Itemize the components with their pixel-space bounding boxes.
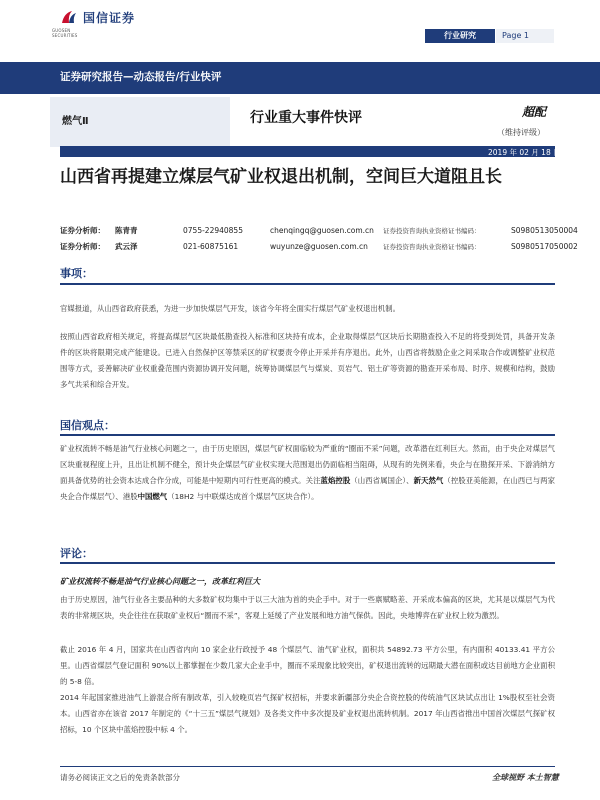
- view-text: （控股亚美能源，在山西已与两家央企合作煤层气）、港股: [60, 476, 555, 501]
- guosen-logo-icon: [60, 9, 78, 25]
- analyst-row: [60, 240, 578, 254]
- disclaimer-note: 请务必阅读正文之后的免责条款部分: [60, 773, 180, 782]
- logo-subtitle: GUOSEN SECURITIES: [52, 28, 78, 38]
- view-text: （18H2 与中联煤达成首个煤层气区块合作）。: [167, 492, 319, 501]
- view-text: 矿业权流转不畅是油气行业核心问题之一，由于历史原因，煤层气矿权面临较为严重的“圈而不采”问题，改革潜在红利巨大。然而，由于央企对煤层气区块重视程度上升，且出让机制不健全，预计央企煤层气矿业权实现大范围退出仍面临相当阻碍，从现有的先例来看，央企与在勘探开采、下游消纳方面具备优势的社会资本达成合作分成，可能是中短期内可行性更高的模式。关注: [60, 444, 555, 485]
- report-category-tag: 行业研究: [425, 29, 495, 43]
- footer-slogan: 全球视野 本土智慧: [492, 773, 559, 782]
- event-paragraph: 官媒报道，从山西省政府获悉，为进一步加快煤层气开发，该省今年将全面实行煤层气矿业权退出机制。: [60, 304, 400, 313]
- event-heading: 事项：: [60, 267, 93, 280]
- stock-lanyan: 蓝焰控股: [320, 476, 351, 485]
- comment-heading: 评论：: [60, 547, 93, 560]
- report-series-label: 证券研究报告—动态报告/行业快评: [60, 71, 222, 83]
- date-bar: [60, 146, 555, 157]
- page-number: Page 1: [496, 29, 554, 43]
- company-logo-text: 国信证券: [83, 11, 136, 25]
- analyst-email[interactable]: chenqingq@guosen.com.cn: [270, 226, 374, 235]
- sector-label: 燃气Ⅱ: [62, 116, 89, 127]
- rating-note: （维持评级）: [497, 128, 545, 137]
- analyst-cert-number: S0980513050004: [511, 226, 578, 235]
- comment-divider: [60, 562, 555, 564]
- event-divider: [60, 283, 555, 285]
- analyst-phone: 0755-22940855: [183, 226, 243, 235]
- footer-divider: [60, 766, 555, 767]
- analyst-row: [60, 224, 578, 238]
- view-divider: [60, 434, 555, 436]
- comment-paragraph: 2014 年起国家推进油气上游混合所有制改革，引入较晚页岩气探矿权招标，并要求新疆部分央企合资控股的传统油气区块试点出让 1%股权至社会资本。山西省亦在该省 2017 年制定的《“十三五”煤层气规划》及各类文件中多次提及矿业权退出流转机制。2017 年山西省推出中国首次煤层气探矿权招标，10 个区块中蓝焰控股中标 4 个。: [60, 693, 555, 734]
- event-paragraph: 按照山西省政府相关规定，将提高煤层气区块最低勘查投入标准和区块持有成本，企业取得煤层气区块后长期勘查投入不足的将受到处罚，具备开发条件的区块将限期完成产能建设。已进入自然保护区等禁采区的矿权要责令停止开采并有序退出。此外，山西省将鼓励企业之间采取合作或调整矿业权范围等方式，妥善解决矿业权重叠范围内资源协调开发问题，统筹协调煤层气与煤炭、页岩气、铝土矿等资源的勘查开采布局、时序、规模和结构，鼓励多气共采和综合开发。: [60, 332, 555, 389]
- stock-china-gas: 中国燃气: [137, 492, 168, 501]
- comment-subheading: 矿业权流转不畅是油气行业核心问题之一，改革红利巨大: [60, 577, 260, 586]
- analyst-role: 证券分析师：: [60, 242, 105, 251]
- analyst-cert-label: 证券投资咨询执业资格证书编码：: [383, 243, 481, 251]
- analyst-phone: 021-60875161: [183, 242, 239, 251]
- report-date: 2019 年 02 月 18 日: [488, 148, 561, 157]
- report-title: 山西省再提建立煤层气矿业权退出机制，空间巨大道阻且长: [60, 167, 502, 187]
- view-text: （山西省属国企）、: [350, 476, 414, 485]
- comment-paragraph: 由于历史原因，油气行业各主要品种的大多数矿权均集中于以三大油为首的央企手中。对于一些禀赋略差、开采成本偏高的区块，尤其是以煤层气为代表的非常规区块，央企往往在获取矿业权后“圈而不采”，客观上延缓了产业发展和地方油气保供。因此，央地博弈在矿业权上较为激烈。: [60, 595, 555, 620]
- view-paragraph: [60, 441, 555, 505]
- rating-label: 超配: [522, 105, 547, 119]
- analyst-role: 证券分析师：: [60, 226, 105, 235]
- analyst-name: 陈青青: [115, 226, 138, 235]
- stock-xintian: 新天然气: [413, 476, 444, 485]
- analyst-email[interactable]: wuyunze@guosen.com.cn: [270, 242, 368, 251]
- analyst-cert-number: S0980517050002: [511, 242, 578, 251]
- report-type-title: 行业重大事件快评: [250, 110, 362, 126]
- view-heading: 国信观点：: [60, 419, 115, 432]
- analyst-cert-label: 证券投资咨询执业资格证书编码：: [383, 227, 481, 235]
- analyst-name: 武云泽: [115, 242, 138, 251]
- comment-paragraph: 截止 2016 年 4 月，国家共在山西省内向 10 家企业行政授予 48 个煤层气、油气矿业权，面积共 54892.73 平方公里，有内面积 40133.41 平方公里。山西省煤层气登记面积 90%以上都掌握在少数几家大企业手中，圈而不采现象比较突出，矿权退出流转的远期最大潜在面积或达目前地方企业面积的 5-8 倍。: [60, 645, 555, 686]
